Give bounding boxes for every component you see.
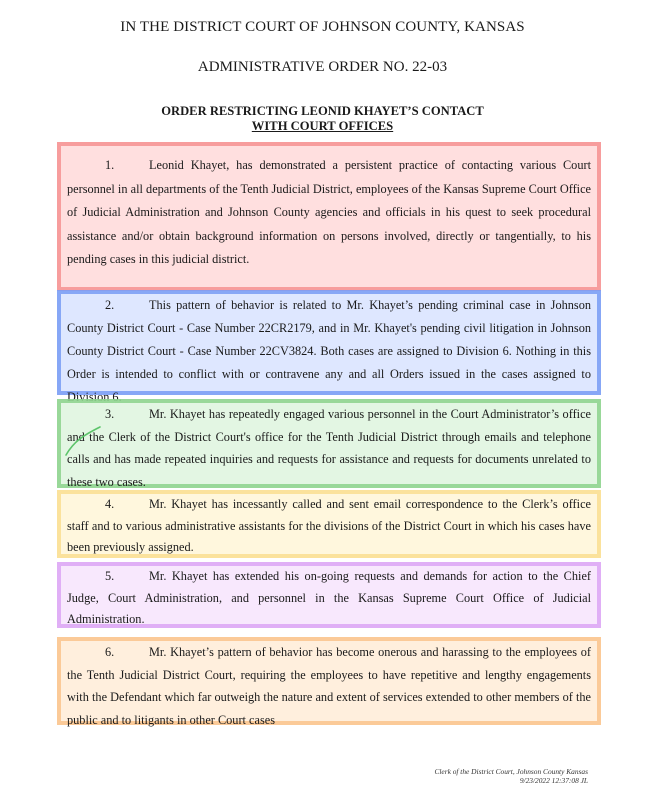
paragraph-number: 6. [105, 645, 115, 659]
paragraph-number: 5. [105, 569, 115, 583]
paragraph-number: 4. [105, 497, 115, 511]
order-title-line-1: ORDER RESTRICTING LEONID KHAYET’S CONTACT [161, 104, 484, 118]
paragraph-4 [57, 490, 601, 558]
paragraph-5 [57, 562, 601, 628]
paragraph-number: 1. [105, 158, 115, 172]
filing-stamp [434, 768, 588, 785]
paragraph-text: Leonid Khayet, has demonstrated a persistent practice of contacting various Court personnel in all departments of the Tenth Judicial District, employees of the Kansas Supreme Court Office of Judicial Administration and Johnson County agencies and officials in his quest to seek procedural assistance and/or obtain background information on persons involved, directly or tangentially, to his pending cases in this judicial district. [67, 158, 591, 267]
filing-stamp-clerk: Clerk of the District Court, Johnson County Kansas [434, 767, 588, 776]
paragraph-text: Mr. Khayet’s pattern of behavior has become onerous and harassing to the employees of the Tenth Judicial District Court, requiring the employees to have repetitive and lengthy engagements with the Defendant which far outweigh the nature and extent of services extended to other members of the public and to litigants in other Court cases [67, 645, 591, 727]
paragraph-6 [57, 637, 601, 725]
paragraph-number: 3. [105, 407, 115, 421]
order-title [0, 104, 645, 134]
paragraph-text: This pattern of behavior is related to Mr. Khayet’s pending criminal case in Johnson County District Court - Case Number 22CR2179, and in Mr. Khayet's pending civil litigation in Johnson County District Court - Case Number 22CV3824. Both cases are assigned to Division 6. Nothing in this Order is intended to conflict with or contravene any and all Orders issued in the cases assigned to Division 6. [67, 298, 591, 404]
filing-stamp-timestamp: 9/23/2022 12:37:08 JL [519, 775, 588, 785]
paragraph-3 [57, 399, 601, 488]
paragraph-text: Mr. Khayet has repeatedly engaged various personnel in the Court Administrator’s office and the Clerk of the District Court's office for the Tenth Judicial District through emails and telephone calls and has made repeated inquiries and requests for assistance and requests for documents unrelated to these two cases. [67, 407, 591, 489]
paragraph-number: 2. [105, 298, 115, 312]
court-heading: IN THE DISTRICT COURT OF JOHNSON COUNTY, KANSAS [120, 19, 525, 35]
paragraph-text: Mr. Khayet has incessantly called and sent email correspondence to the Clerk’s office staff and to various administrative assistants for the divisions of the District Court in which his cases have been previously assigned. [67, 497, 591, 554]
order-title-line-2: WITH COURT OFFICES [251, 119, 394, 133]
paragraph-1 [57, 142, 601, 291]
order-number: ADMINISTRATIVE ORDER NO. 22-03 [197, 59, 448, 75]
paragraph-2 [57, 290, 601, 404]
paragraph-text: Mr. Khayet has extended his on-going requests and demands for action to the Chief Judge, Court Administration, and personnel in the Kansas Supreme Court Office of Judicial Administration. [67, 569, 591, 626]
